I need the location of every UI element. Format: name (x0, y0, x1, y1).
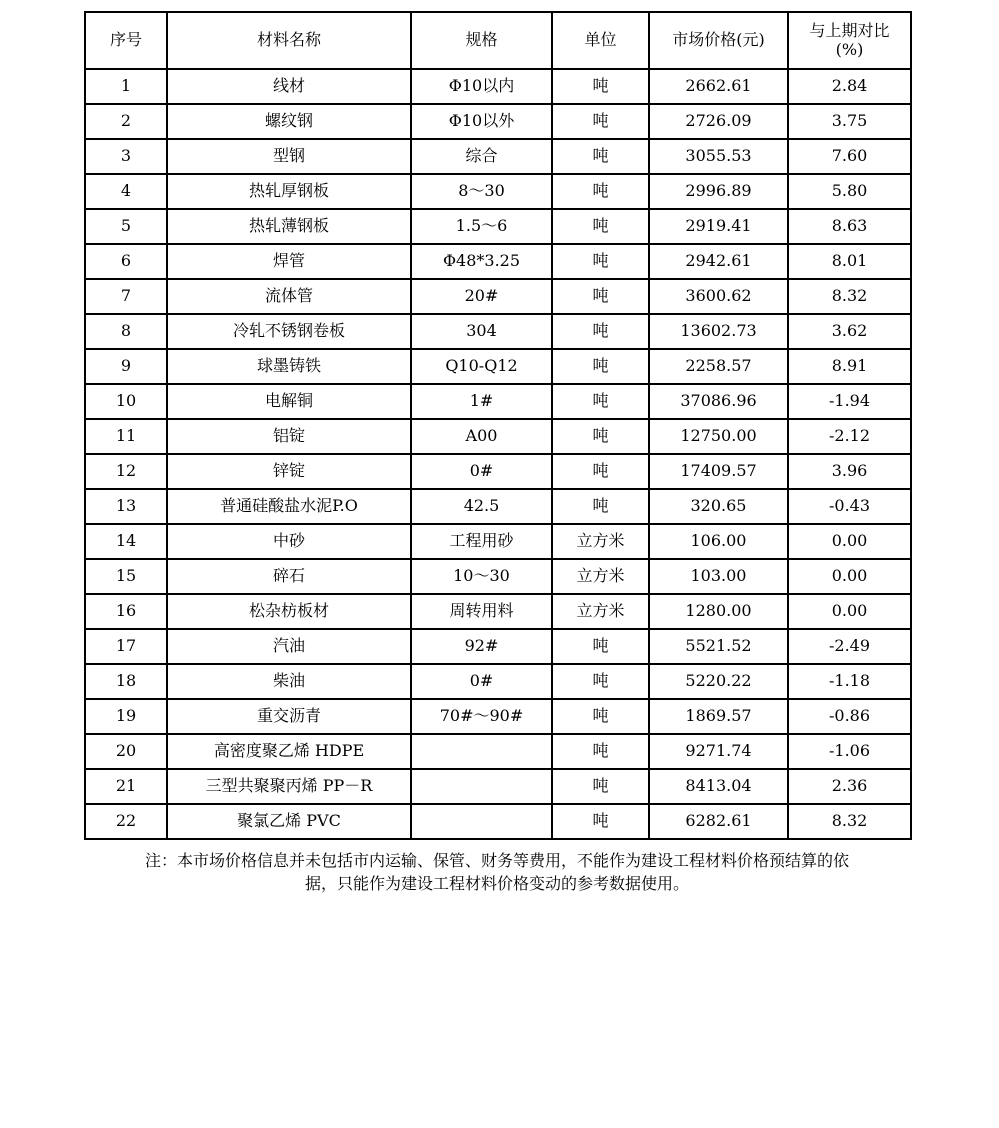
cell-seq: 14 (85, 524, 167, 559)
cell-market-price: 6282.61 (649, 804, 788, 839)
cell-unit: 吨 (552, 769, 649, 804)
cell-change: 0.00 (788, 559, 911, 594)
cell-spec: Φ10以内 (411, 69, 552, 104)
cell-market-price: 17409.57 (649, 454, 788, 489)
cell-seq: 20 (85, 734, 167, 769)
cell-market-price: 2942.61 (649, 244, 788, 279)
cell-seq: 4 (85, 174, 167, 209)
cell-seq: 9 (85, 349, 167, 384)
table-row (85, 104, 911, 139)
cell-unit: 吨 (552, 314, 649, 349)
cell-market-price: 9271.74 (649, 734, 788, 769)
cell-spec (411, 734, 552, 769)
cell-change: 7.60 (788, 139, 911, 174)
cell-spec: 1.5～6 (411, 209, 552, 244)
cell-change: -1.94 (788, 384, 911, 419)
cell-change: 5.80 (788, 174, 911, 209)
cell-spec: 1# (411, 384, 552, 419)
cell-seq: 21 (85, 769, 167, 804)
cell-material-name: 普通硅酸盐水泥P.O (167, 489, 411, 524)
cell-market-price: 2258.57 (649, 349, 788, 384)
cell-seq: 17 (85, 629, 167, 664)
cell-market-price: 2726.09 (649, 104, 788, 139)
footnote (84, 849, 910, 895)
cell-unit: 吨 (552, 209, 649, 244)
cell-seq: 7 (85, 279, 167, 314)
table-row (85, 699, 911, 734)
cell-change: -2.12 (788, 419, 911, 454)
cell-market-price: 2996.89 (649, 174, 788, 209)
cell-material-name: 螺纹钢 (167, 104, 411, 139)
table-row (85, 69, 911, 104)
table-row (85, 454, 911, 489)
cell-seq: 1 (85, 69, 167, 104)
cell-market-price: 1869.57 (649, 699, 788, 734)
table-row (85, 804, 911, 839)
table-row (85, 384, 911, 419)
cell-spec: 0# (411, 454, 552, 489)
table-row (85, 524, 911, 559)
table-body (85, 69, 911, 839)
cell-change: 0.00 (788, 524, 911, 559)
cell-market-price: 106.00 (649, 524, 788, 559)
table-row (85, 664, 911, 699)
header-material-name: 材料名称 (167, 12, 411, 69)
cell-change: 2.84 (788, 69, 911, 104)
cell-unit: 吨 (552, 664, 649, 699)
cell-material-name: 流体管 (167, 279, 411, 314)
table-row (85, 174, 911, 209)
cell-material-name: 电解铜 (167, 384, 411, 419)
cell-unit: 吨 (552, 804, 649, 839)
cell-material-name: 冷轧不锈钢卷板 (167, 314, 411, 349)
cell-unit: 吨 (552, 699, 649, 734)
cell-material-name: 碎石 (167, 559, 411, 594)
cell-unit: 立方米 (552, 559, 649, 594)
table-row (85, 209, 911, 244)
cell-market-price: 5220.22 (649, 664, 788, 699)
cell-unit: 吨 (552, 454, 649, 489)
cell-material-name: 热轧厚钢板 (167, 174, 411, 209)
cell-spec: Q10-Q12 (411, 349, 552, 384)
cell-seq: 22 (85, 804, 167, 839)
table-row (85, 139, 911, 174)
cell-unit: 立方米 (552, 524, 649, 559)
cell-unit: 吨 (552, 174, 649, 209)
cell-material-name: 铝锭 (167, 419, 411, 454)
cell-seq: 15 (85, 559, 167, 594)
cell-unit: 吨 (552, 69, 649, 104)
table-row (85, 594, 911, 629)
cell-seq: 11 (85, 419, 167, 454)
cell-seq: 3 (85, 139, 167, 174)
cell-spec: 304 (411, 314, 552, 349)
cell-material-name: 柴油 (167, 664, 411, 699)
cell-market-price: 103.00 (649, 559, 788, 594)
cell-unit: 吨 (552, 629, 649, 664)
cell-unit: 吨 (552, 349, 649, 384)
cell-unit: 吨 (552, 384, 649, 419)
cell-seq: 18 (85, 664, 167, 699)
cell-material-name: 锌锭 (167, 454, 411, 489)
cell-change: -1.06 (788, 734, 911, 769)
cell-change: 3.96 (788, 454, 911, 489)
cell-material-name: 汽油 (167, 629, 411, 664)
cell-change: 8.91 (788, 349, 911, 384)
cell-material-name: 球墨铸铁 (167, 349, 411, 384)
header-change (788, 12, 911, 69)
cell-change: 0.00 (788, 594, 911, 629)
cell-change: -0.86 (788, 699, 911, 734)
table-header (85, 12, 911, 69)
table-row (85, 314, 911, 349)
cell-market-price: 3055.53 (649, 139, 788, 174)
header-spec: 规格 (411, 12, 552, 69)
table-row (85, 349, 911, 384)
cell-market-price: 12750.00 (649, 419, 788, 454)
header-change-line1: 与上期对比 (809, 21, 890, 41)
cell-market-price: 320.65 (649, 489, 788, 524)
cell-material-name: 重交沥青 (167, 699, 411, 734)
cell-change: 8.32 (788, 279, 911, 314)
cell-change: 8.63 (788, 209, 911, 244)
cell-change: 3.75 (788, 104, 911, 139)
cell-seq: 16 (85, 594, 167, 629)
cell-seq: 19 (85, 699, 167, 734)
cell-material-name: 聚氯乙烯 PVC (167, 804, 411, 839)
cell-change: -1.18 (788, 664, 911, 699)
cell-change: -0.43 (788, 489, 911, 524)
cell-spec: 周转用料 (411, 594, 552, 629)
header-change-line2: (%) (835, 39, 864, 59)
cell-change: -2.49 (788, 629, 911, 664)
cell-material-name: 焊管 (167, 244, 411, 279)
footnote-line1: 注：本市场价格信息并未包括市内运输、保管、财务等费用，不能作为建设工程材料价格预结算的依 (144, 851, 849, 870)
cell-market-price: 2919.41 (649, 209, 788, 244)
cell-spec: 10～30 (411, 559, 552, 594)
cell-change: 3.62 (788, 314, 911, 349)
cell-spec: Φ10以外 (411, 104, 552, 139)
table-row (85, 734, 911, 769)
cell-seq: 12 (85, 454, 167, 489)
table-row (85, 559, 911, 594)
cell-unit: 吨 (552, 244, 649, 279)
table-row (85, 244, 911, 279)
cell-unit: 立方米 (552, 594, 649, 629)
cell-material-name: 中砂 (167, 524, 411, 559)
cell-spec: 70#～90# (411, 699, 552, 734)
cell-material-name: 热轧薄钢板 (167, 209, 411, 244)
table-row (85, 629, 911, 664)
cell-market-price: 37086.96 (649, 384, 788, 419)
cell-market-price: 13602.73 (649, 314, 788, 349)
cell-unit: 吨 (552, 734, 649, 769)
cell-market-price: 1280.00 (649, 594, 788, 629)
cell-spec: 0# (411, 664, 552, 699)
cell-change: 2.36 (788, 769, 911, 804)
cell-market-price: 3600.62 (649, 279, 788, 314)
table-row (85, 279, 911, 314)
cell-spec: 8～30 (411, 174, 552, 209)
material-price-table (84, 11, 912, 840)
header-row (85, 12, 911, 69)
cell-seq: 13 (85, 489, 167, 524)
cell-seq: 8 (85, 314, 167, 349)
cell-change: 8.01 (788, 244, 911, 279)
cell-market-price: 2662.61 (649, 69, 788, 104)
cell-spec: 综合 (411, 139, 552, 174)
cell-spec: A00 (411, 419, 552, 454)
table-row (85, 769, 911, 804)
cell-seq: 6 (85, 244, 167, 279)
header-seq: 序号 (85, 12, 167, 69)
cell-change: 8.32 (788, 804, 911, 839)
cell-material-name: 线材 (167, 69, 411, 104)
cell-unit: 吨 (552, 279, 649, 314)
table-row (85, 419, 911, 454)
cell-material-name: 松杂枋板材 (167, 594, 411, 629)
cell-material-name: 高密度聚乙烯 HDPE (167, 734, 411, 769)
cell-seq: 2 (85, 104, 167, 139)
cell-spec: 工程用砂 (411, 524, 552, 559)
cell-spec: 42.5 (411, 489, 552, 524)
cell-market-price: 8413.04 (649, 769, 788, 804)
header-market-price: 市场价格(元) (649, 12, 788, 69)
cell-spec: 92# (411, 629, 552, 664)
footnote-line2: 据，只能作为建设工程材料价格变动的参考数据使用。 (304, 874, 689, 893)
cell-spec: 20# (411, 279, 552, 314)
header-unit: 单位 (552, 12, 649, 69)
cell-unit: 吨 (552, 419, 649, 454)
cell-material-name: 型钢 (167, 139, 411, 174)
cell-unit: 吨 (552, 104, 649, 139)
cell-material-name: 三型共聚聚丙烯 PP－R (167, 769, 411, 804)
table-row (85, 489, 911, 524)
cell-seq: 5 (85, 209, 167, 244)
cell-market-price: 5521.52 (649, 629, 788, 664)
cell-spec (411, 769, 552, 804)
cell-spec (411, 804, 552, 839)
cell-unit: 吨 (552, 489, 649, 524)
cell-spec: Φ48*3.25 (411, 244, 552, 279)
cell-seq: 10 (85, 384, 167, 419)
cell-unit: 吨 (552, 139, 649, 174)
